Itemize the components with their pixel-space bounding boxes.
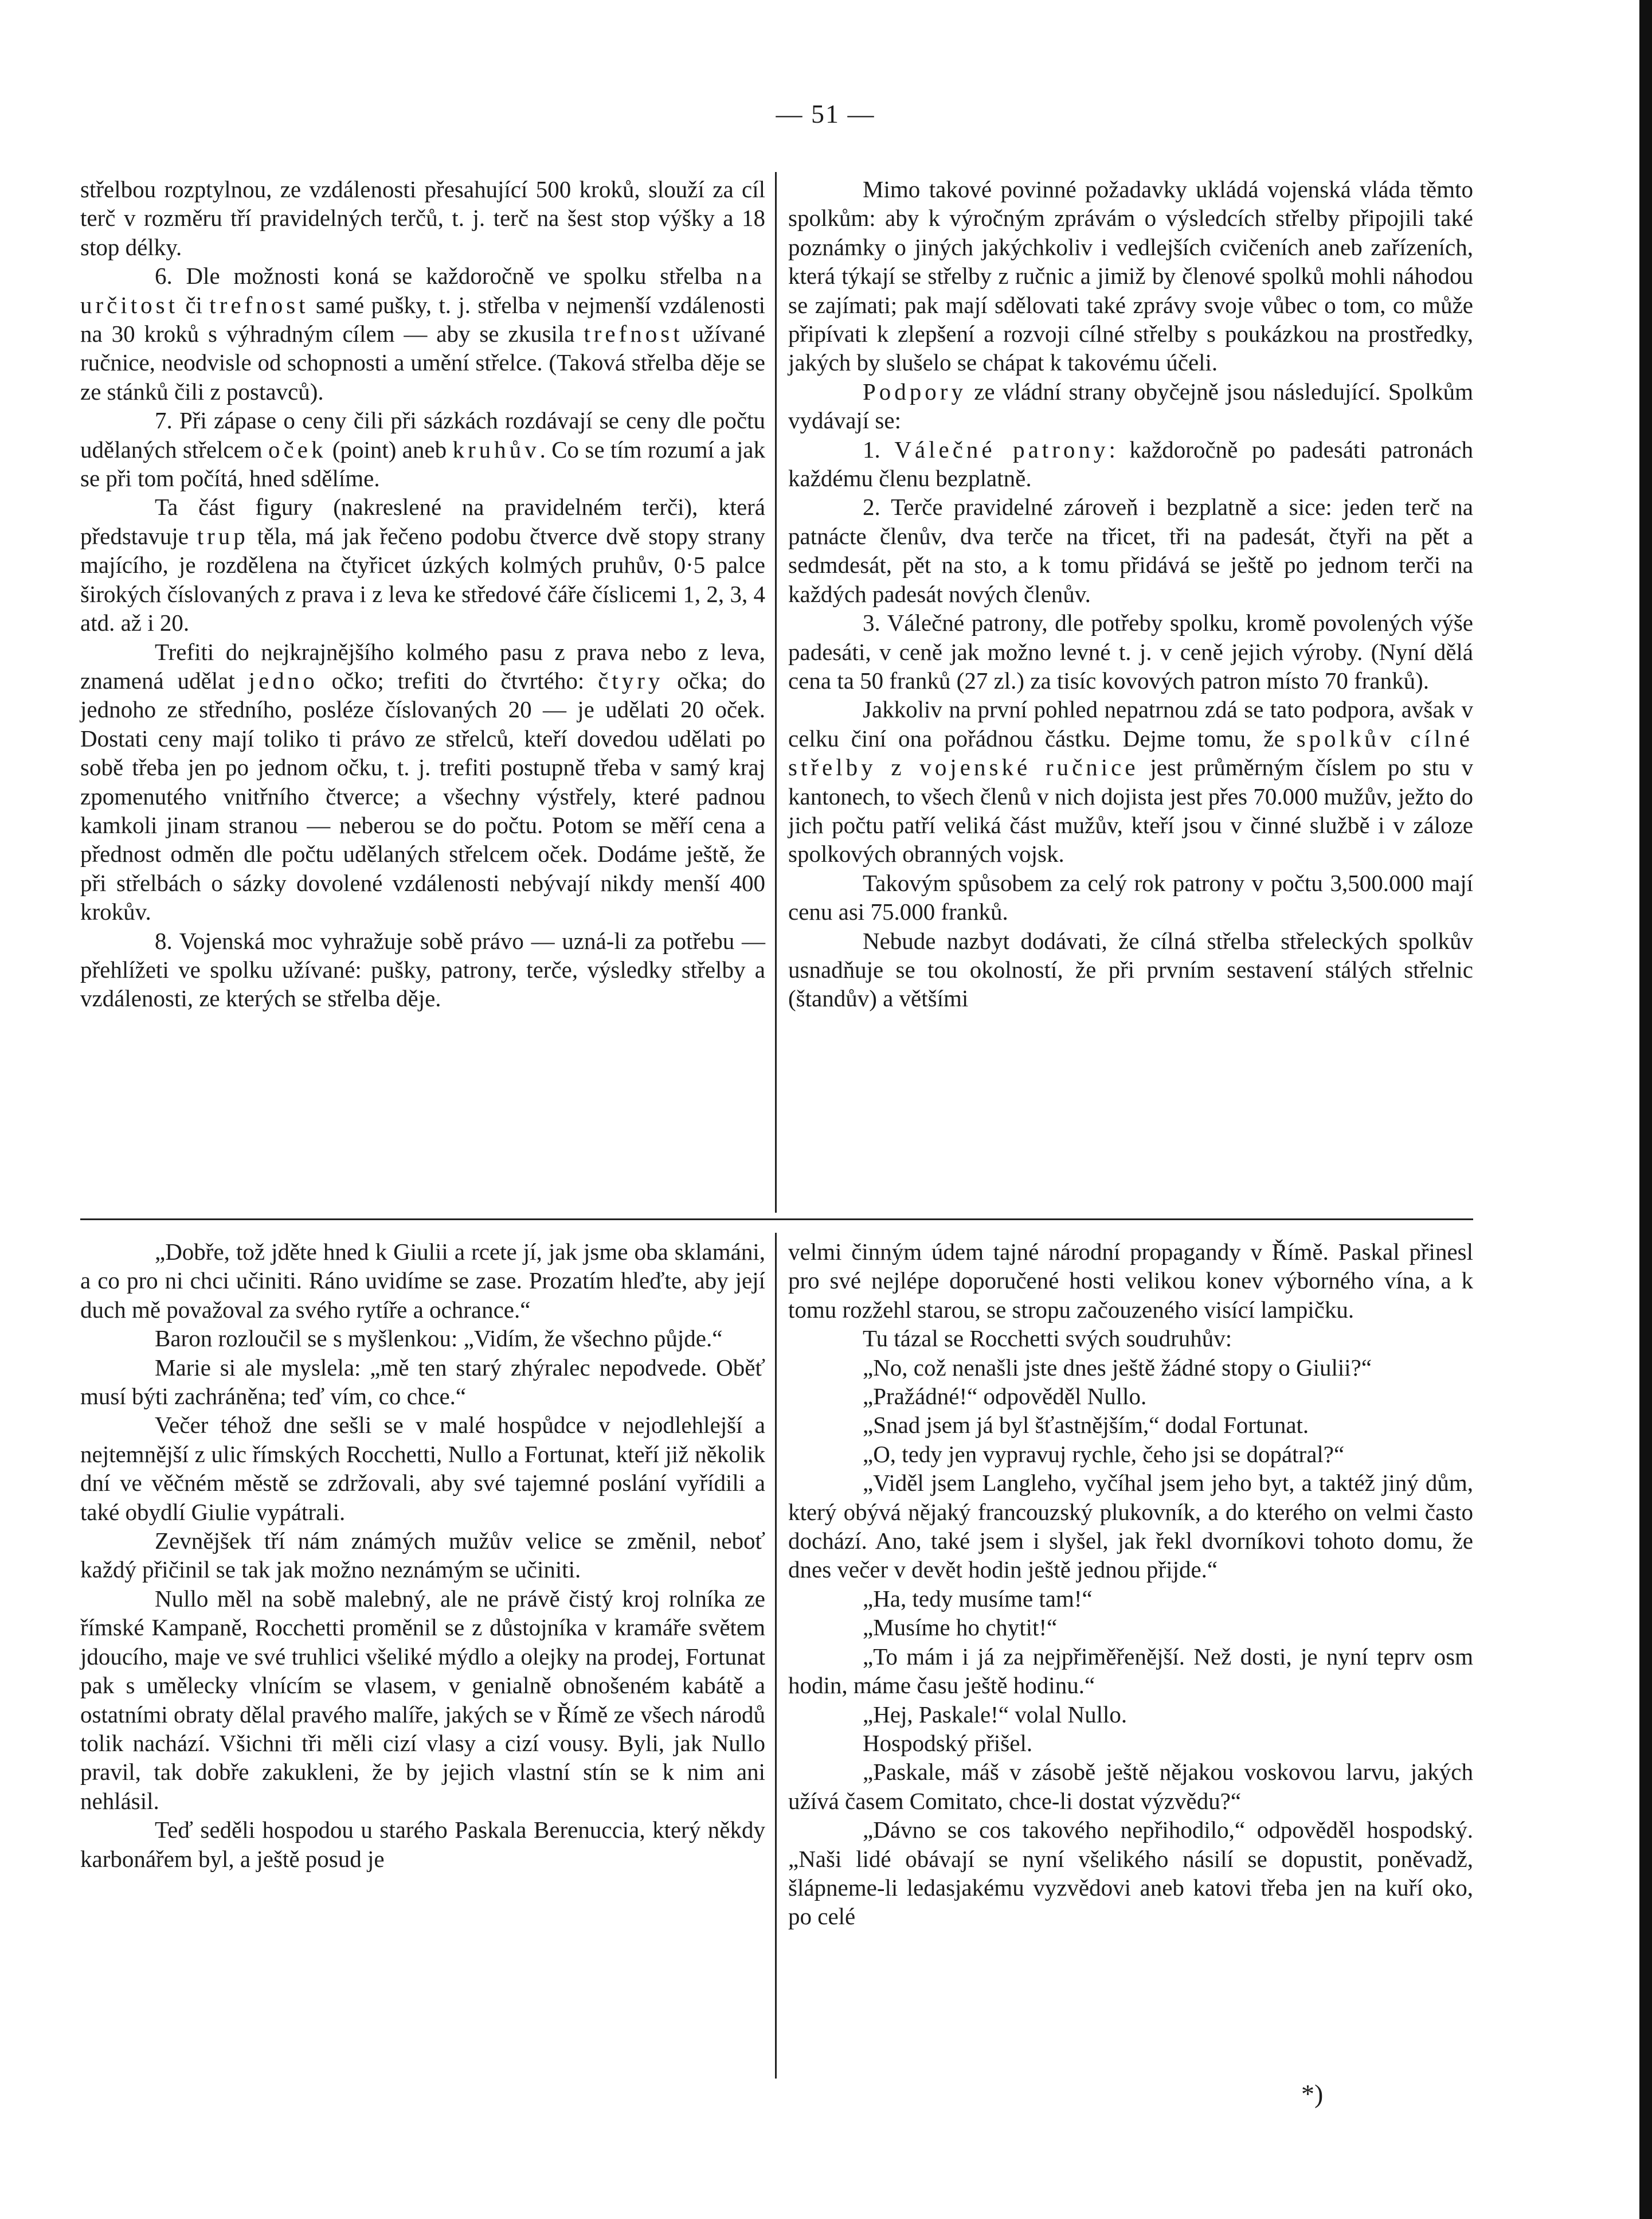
text-run: Mimo takové povinné požadavky ukládá vojenská vláda těmto spolkům: aby k výročným zprávám o výsledcích střelby připojili také poznámky o jiných jakýchkoliv i vedlejších cvičeních aneb zařízeních, která týkají se střelby z ručnic a jimiž by členové spolků mohli náhodou se zajímati; pak mají sdělovati také zprávy svoje vůbec o tom, co může připívati k zlepšení a rozvoji cílné střelby s poukázkou na prostředky, jakých by slušelo se chápat k takovému účeli.: [788, 176, 1473, 376]
paragraph: [80, 493, 765, 637]
spaced-emphasis: kruhův: [452, 436, 540, 463]
paragraph: [788, 1411, 1473, 1439]
text-run: 1.: [863, 436, 895, 463]
spaced-emphasis: jedno: [248, 667, 318, 694]
paragraph: [788, 1729, 1473, 1757]
spaced-emphasis: trefnost: [209, 291, 309, 318]
text-run: Nebude nazbyt dodávati, že cílná střelba střeleckých spolkův usnadňuje se tou okolností, že při prvním sestavení stálých střelnic (štandův) a většími: [788, 927, 1473, 1012]
spaced-emphasis: spolkův cílné střelby z vojenské ručnice: [788, 725, 1473, 781]
text-run: „Dobře, tož jděte hned k Giulii a rcete jí, jak jsme oba sklamáni, a co pro ni chci učiniti. Ráno uvidíme se zase. Prozatím hleďte, aby její duch mě považoval za svého rytíře a ochrance.“: [80, 1239, 765, 1323]
footnote-mark: *): [1301, 2079, 1324, 2108]
text-run: „Hej, Paskale!“ volal Nullo.: [863, 1701, 1128, 1728]
upper-left-column: [80, 175, 765, 1013]
text-run: Teď seděli hospodou u starého Paskala Berenuccia, který někdy karbonářem byl, a ještě posud je: [80, 1816, 765, 1872]
text-run: 3. Válečné patrony, dle potřeby spolku, kromě povolených výše padesáti, v ceně jak možno levné t. j. v ceně jejich výroby. (Nyní dělá cena ta 50 franků (27 zl.) za tisíc kovových patron místo 70 franků).: [788, 610, 1473, 694]
text-run: Takovým spůsobem za celý rok patrony v počtu 3,500.000 mají cenu asi 75.000 franků.: [788, 869, 1473, 925]
text-run: „Paskale, máš v zásobě ještě nějakou voskovou larvu, jakých užívá časem Comitato, chce-li dostat výzvědu?“: [788, 1759, 1473, 1814]
paragraph: [80, 1324, 765, 1353]
text-run: jest průměrným číslem po stu v kantonech, to všech členů v nich dojista jest přes 70.000 mužův, ježto do jich počtu patří veliká část mužův, kteří jsou v činné službě i v záloze spolkových obranných vojsk.: [788, 754, 1473, 868]
text-run: „Viděl jsem Langleho, vyčíhal jsem jeho byt, a taktéž jiný dům, který obývá nějaký francouzský plukovník, a do kterého on velmi často dochází. Ano, také jsem i slyšel, jak řekl dvorníkovi tohoto domu, že dnes večer v devět hodin ještě jednou přijde.“: [788, 1470, 1473, 1583]
paragraph: [788, 1468, 1473, 1584]
spaced-emphasis: Válečné patrony: [894, 436, 1109, 463]
text-run: velmi činným údem tajné národní propagandy v Římě. Paskal přinesl pro své nejlépe doporučené hosti velikou konev výborného vína, a k tomu rozžehl starou, se stropu začouzeného visící lampičku.: [788, 1239, 1473, 1323]
paragraph: [80, 638, 765, 927]
paragraph: [80, 927, 765, 1013]
spaced-emphasis: oček: [268, 436, 327, 463]
paragraph: [80, 1353, 765, 1411]
text-run: „Dávno se cos takového nepřihodilo,“ odpověděl hospodský. „Naši lidé obávají se nyní všelikého násilí se dopustit, poněvadž, šlápneme-li ledasjakému vyzvědovi aneb katovi třeba jen na kuří oko, po celé: [788, 1816, 1473, 1930]
text-run: Hospodský přišel.: [863, 1729, 1033, 1756]
text-run: „O, tedy jen vypravuj rychle, čeho jsi se dopátral?“: [863, 1440, 1345, 1467]
text-run: „Musíme ho chytit!“: [863, 1614, 1058, 1641]
text-run: 8. Vojenská moc vyhražuje sobě právo — uzná-li za potřebu — přehlížeti ve spolku užívané: pušky, patrony, terče, výsledky střelby a vzdálenosti, ze kterých se střelba děje.: [80, 927, 765, 1012]
page-number: — 51 —: [776, 99, 875, 128]
text-run: Marie si ale myslela: „mě ten starý zhýralec nepodvede. Oběť musí býti zachráněna; teď vím, co chce.“: [80, 1354, 765, 1410]
spaced-emphasis: Podpory: [863, 378, 966, 405]
text-run: 7. Při zápase o ceny čili při sázkách rozdávají se ceny dle počtu udělaných střelcem: [80, 407, 765, 463]
paragraph: [788, 1324, 1473, 1353]
paragraph: [788, 435, 1473, 493]
text-run: „To mám i já za nejpřiměřenější. Než dosti, je nyní teprv osm hodin, máme času ještě hodinu.“: [788, 1643, 1473, 1699]
paragraph: [788, 377, 1473, 435]
paragraph: [788, 869, 1473, 927]
text-run: střelbou rozptylnou, ze vzdálenosti přesahující 500 kroků, slouží za cíl terč v rozměru tří pravidelných terčů, t. j. terč na šest stop výšky a 18 stop délky.: [80, 176, 765, 260]
paragraph: [788, 493, 1473, 608]
section-divider: [80, 1218, 1473, 1220]
text-run: 2. Terče pravidelné zároveň i bezplatně a sice: jeden terč na patnácte členův, dva terče na třicet, tři na padesát, čtyři na pět a sedmdesát, pět na sto, a k tomu přidává se ještě po jednom terči na každých padesát nových členův.: [788, 494, 1473, 607]
text-run: Baron rozloučil se s myšlenkou: „Vidím, že všechno půjde.“: [155, 1325, 723, 1352]
text-run: „Pražádné!“ odpověděl Nullo.: [863, 1383, 1147, 1410]
text-run: 6. Dle možnosti koná se každoročně ve spolku střelba: [155, 263, 737, 290]
spaced-emphasis: trup: [197, 522, 249, 549]
scan-edge: [1639, 0, 1652, 2219]
paragraph: [80, 1815, 765, 1873]
spaced-emphasis: na určitost: [80, 263, 765, 318]
paragraph: [788, 1440, 1473, 1468]
text-run: Trefiti do nejkrajnějšího kolmého pasu z prava nebo z leva, znamená udělat: [80, 638, 765, 694]
text-run: samé pušky, t. j. střelba v nejmenší vzdálenosti na 30 kroků s výhradným cílem — aby se zkusila: [80, 291, 765, 347]
text-run: „Ha, tedy musíme tam!“: [863, 1585, 1093, 1612]
text-run: „Snad jsem já byl šťastnějším,“ dodal Fortunat.: [863, 1412, 1309, 1439]
text-run: očko; trefiti do čtvrtého:: [318, 667, 598, 694]
paragraph: [788, 1584, 1473, 1613]
text-run: . Co se tím rozumí a jak se při tom počítá, hned sdělíme.: [80, 436, 766, 492]
text-run: užívané ručnice, neodvisle od schopnosti a umění střelce. (Taková střelba děje se ze stánků čili z postavců).: [80, 321, 766, 405]
column-divider-bottom: [775, 1233, 777, 2079]
paragraph: [80, 1411, 765, 1526]
upper-right-column: [788, 175, 1473, 1013]
paragraph: [80, 175, 765, 261]
text-run: těla, má jak řečeno podobu čtverce dvě stopy strany majícího, je rozdělena na čtyřicet úzkých kolmých pruhův, 0·5 palce širokých číslovaných z prava i z leva ke středové čáře číslicemi 1, 2, 3, 4 atd. až i 20.: [80, 522, 766, 636]
text-run: Nullo měl na sobě malebný, ale ne právě čistý kroj rolníka ze římské Kampaně, Rocchetti proměnil se z důstojníka v kramáře světem jdoucího, maje ve své truhlici všeliké mýdlo a olejky na prodej, Fortunat pak s umělecky vlnícím se vlasem, v genialně obnošeném kabátě a ostatními obraty dělal pravého malíře, jakých se v Římě ze všech národů tolik nachází. Všichni tři měli cizí vlasy a cizí vousy. Byli, jak Nullo pravil, tak dobře zakukleni, že by jejich vlastní stín se k nim ani nehlásil.: [80, 1585, 765, 1814]
paragraph: [80, 1237, 765, 1324]
text-run: : každoročně po padesáti patronách každému členu bezplatně.: [788, 436, 1474, 492]
paragraph: [788, 1700, 1473, 1729]
lower-left-column: [80, 1237, 765, 1873]
lower-right-column: [788, 1237, 1473, 1931]
text-run: Tu tázal se Rocchetti svých soudruhův:: [863, 1325, 1232, 1352]
text-run: „No, což nenašli jste dnes ještě žádné stopy o Giulii?“: [863, 1354, 1372, 1381]
paragraph: [80, 406, 765, 493]
paragraph: [788, 1613, 1473, 1642]
paragraph: [788, 1382, 1473, 1411]
text-run: očka; do jednoho ze středního, posléze číslovaných 20 — je udělati 20 oček. Dostati ceny mají toliko ti právo ze střelců, kteří dovedou udělati po sobě třeba jen po jednom očku, t. j. trefiti postupně třeba v samý kraj zpomenutého vnitřního čtverce; a všechny výstřely, které padnou kamkoli jinam stranou — neberou se do počtu. Potom se měří cena a přednost odměn dle počtu udělaných střelcem oček. Dodáme ještě, že při střelbách o sázky dovolené vzdálenosti nebývají nikdy menší 400 krokův.: [80, 667, 765, 925]
paragraph: [788, 1815, 1473, 1931]
paragraph: [788, 1353, 1473, 1382]
text-run: ze vládní strany obyčejně jsou následující. Spolkům vydávají se:: [788, 378, 1473, 434]
paragraph: [788, 1757, 1473, 1815]
paragraph: [788, 1642, 1473, 1700]
column-divider-top: [775, 172, 777, 1213]
paragraph: [788, 175, 1473, 377]
paragraph: [788, 1237, 1473, 1324]
text-run: Zevnějšek tří nám známých mužův velice se změnil, neboť každý přičinil se tak jak možno neznámým se učiniti.: [80, 1527, 765, 1583]
paragraph: [80, 1584, 765, 1815]
text-run: Večer téhož dne sešli se v malé hospůdce v nejodlehlejší a nejtemnější z ulic římských Rocchetti, Nullo a Fortunat, kteří již několik dní ve věčném městě se zdržovali, aby své tajemné poslání vyřídili a také obydlí Giulie vypátrali.: [80, 1412, 765, 1525]
paragraph: [788, 695, 1473, 868]
text-run: Jakkoliv na první pohled nepatrnou zdá se tato podpora, avšak v celku činí ona pořádnou částku. Dejme tomu, že: [788, 696, 1473, 752]
text-run: (point) aneb: [326, 436, 453, 463]
spaced-emphasis: čtyry: [598, 667, 664, 694]
spaced-emphasis: trefnost: [584, 321, 683, 347]
text-run: Ta část figury (nakreslené na pravidelném terči), která představuje: [80, 494, 765, 549]
paragraph: [80, 1526, 765, 1584]
paragraph: [788, 608, 1473, 695]
paragraph: [788, 927, 1473, 1013]
paragraph: [80, 261, 765, 406]
text-run: či: [178, 291, 210, 318]
